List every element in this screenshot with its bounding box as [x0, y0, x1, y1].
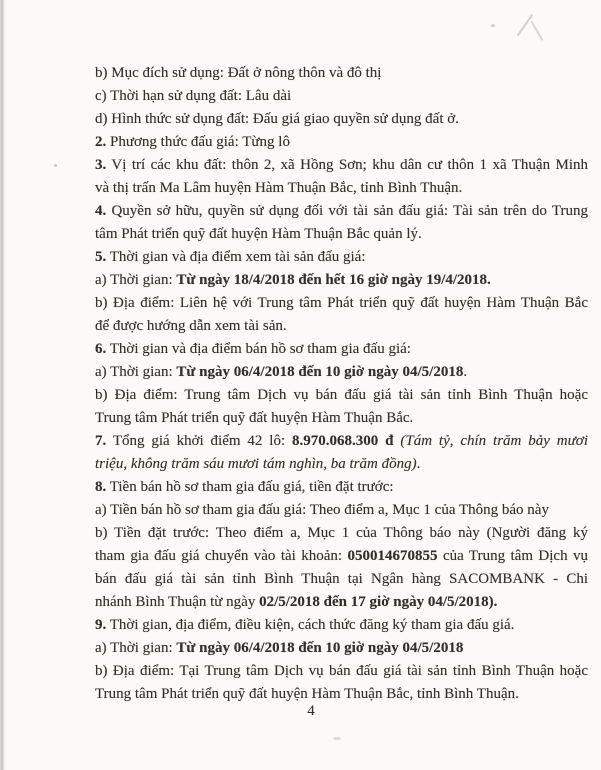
text-segment: 4.	[95, 203, 107, 219]
text-segment: Trung tâm Phát triển quỹ đất huyện Hàm Thuận Bắc, tỉnh Bình Thuận.	[95, 686, 519, 702]
scan-artifact-pencil-mark	[517, 14, 533, 36]
text-segment: b) Địa điểm: Tại Trung tâm Dịch vụ bán đấu giá tài sản tỉnh Bình Thuận hoặc	[95, 663, 588, 679]
text-segment: 02/5/2018 đến 17 giờ ngày 04/5/2018).	[259, 594, 498, 610]
text-segment: Từ ngày 06/4/2018 đến 10 giờ ngày 04/5/2018	[176, 364, 464, 380]
text-segment: tâm Phát triển quỹ đất huyện Hàm Thuận Bắc quản lý.	[95, 226, 422, 242]
scan-edge-shadow	[0, 0, 6, 770]
text-line	[95, 453, 588, 476]
text-segment: Tổng giá khởi điểm 42 lô:	[106, 433, 293, 449]
text-segment: 3.	[95, 157, 107, 173]
text-line	[95, 85, 588, 108]
text-line	[95, 62, 588, 85]
text-line	[95, 177, 588, 200]
text-segment: a) Thời gian:	[95, 272, 177, 288]
text-line	[95, 568, 588, 591]
text-segment: 5.	[95, 249, 107, 265]
text-line	[95, 545, 588, 568]
text-line	[95, 637, 588, 660]
text-segment: Từ ngày 18/4/2018 đến hết 16 giờ ngày 19/4/2018.	[176, 272, 491, 288]
text-line	[95, 223, 588, 246]
text-line	[95, 315, 588, 338]
text-segment: tham gia đấu giá chuyển vào tài khoản:	[95, 548, 348, 564]
text-line	[95, 269, 588, 292]
text-line	[95, 108, 588, 131]
text-segment: Vị trí các khu đất: thôn 2, xã Hồng Sơn; khu dân cư thôn 1 xã Thuận Minh	[106, 157, 588, 173]
text-segment: 7.	[95, 433, 107, 449]
text-segment: Tiền bán hồ sơ tham gia đấu giá, tiền đặt trước:	[106, 479, 394, 495]
text-segment: Trung tâm Phát triển quỹ đất huyện Hàm Thuận Bắc.	[95, 410, 414, 426]
text-segment: 9.	[95, 617, 107, 633]
text-line	[95, 430, 588, 453]
text-segment: Phương thức đấu giá: Từng lô	[106, 134, 290, 150]
text-line	[95, 660, 588, 683]
text-segment: 050014670855	[347, 548, 438, 564]
text-segment: triệu, không trăm sáu mươi tám nghìn, ba trăm đồng)	[95, 456, 417, 472]
text-line	[95, 154, 588, 177]
text-segment: d) Hình thức sử dụng đất: Đấu giá giao quyền sử dụng đất ở.	[95, 111, 459, 127]
text-segment: Thời gian, địa điểm, điều kiện, cách thức đăng ký tham gia đấu giá.	[106, 617, 515, 633]
text-segment: để được hướng dẫn xem tài sản.	[95, 318, 287, 334]
text-line	[95, 591, 588, 614]
text-segment: a) Thời gian:	[95, 640, 177, 656]
text-segment: (Tám tỷ, chín trăm bảy mươi	[400, 433, 588, 449]
text-segment: .	[416, 456, 421, 472]
text-segment: a) Tiền bán hồ sơ tham gia đấu giá: Theo điểm a, Mục 1 của Thông báo này	[95, 502, 549, 518]
text-line	[95, 338, 588, 361]
text-segment: 8.	[95, 479, 107, 495]
text-segment: Thời gian và địa điểm bán hồ sơ tham gia đấu giá:	[106, 341, 411, 357]
scan-artifact-dot	[491, 24, 495, 27]
text-segment: b) Tiền đặt trước: Theo điểm a, Mục 1 của Thông báo này (Người đăng ký	[95, 525, 588, 541]
text-segment: .	[463, 364, 468, 380]
text-segment: và thị trấn Ma Lâm huyện Hàm Thuận Bắc, tỉnh Bình Thuận.	[95, 180, 463, 196]
scan-artifact-smudge	[333, 737, 341, 740]
scan-artifact-pencil-mark	[531, 21, 543, 41]
text-line	[95, 614, 588, 637]
text-segment: 6.	[95, 341, 107, 357]
text-line	[95, 407, 588, 430]
page-number: 4	[307, 703, 315, 719]
text-line	[95, 522, 588, 545]
text-segment: 8.970.068.300 đ	[292, 433, 394, 449]
text-segment: Thời gian và địa điểm xem tài sản đấu giá:	[106, 249, 366, 265]
text-segment: bán đấu giá tài sản tỉnh Bình Thuận tại Ngân hàng SACOMBANK - Chi	[95, 571, 588, 587]
scan-artifact-dot	[54, 164, 57, 167]
text-line	[95, 499, 588, 522]
text-line	[95, 246, 588, 269]
text-segment: a) Thời gian:	[95, 364, 177, 380]
text-line	[95, 361, 588, 384]
text-segment: b) Địa điểm: Liên hệ với Trung tâm Phát triển quỹ đất huyện Hàm Thuận Bắc	[95, 295, 588, 311]
text-segment: c) Thời hạn sử dụng đất: Lâu dài	[95, 88, 292, 104]
text-segment: của Trung tâm Dịch vụ	[437, 548, 589, 564]
text-line	[95, 476, 588, 499]
text-segment: b) Mục đích sử dụng: Đất ở nông thôn và đô thị	[95, 65, 382, 81]
text-line	[95, 131, 588, 154]
text-line	[95, 292, 588, 315]
text-segment: 2.	[95, 134, 107, 150]
text-segment: Quyền sở hữu, quyền sử dụng đối với tài sản đấu giá: Tài sản trên do Trung	[106, 203, 588, 219]
text-segment: b) Địa điểm: Trung tâm Dịch vụ bán đấu giá tài sản tỉnh Bình Thuận hoặc	[95, 387, 588, 403]
document-body	[95, 62, 588, 706]
text-line	[95, 384, 588, 407]
text-segment: nhánh Bình Thuận từ ngày	[95, 594, 260, 610]
text-segment: Từ ngày 06/4/2018 đến 10 giờ ngày 04/5/2018	[176, 640, 464, 656]
text-line	[95, 200, 588, 223]
